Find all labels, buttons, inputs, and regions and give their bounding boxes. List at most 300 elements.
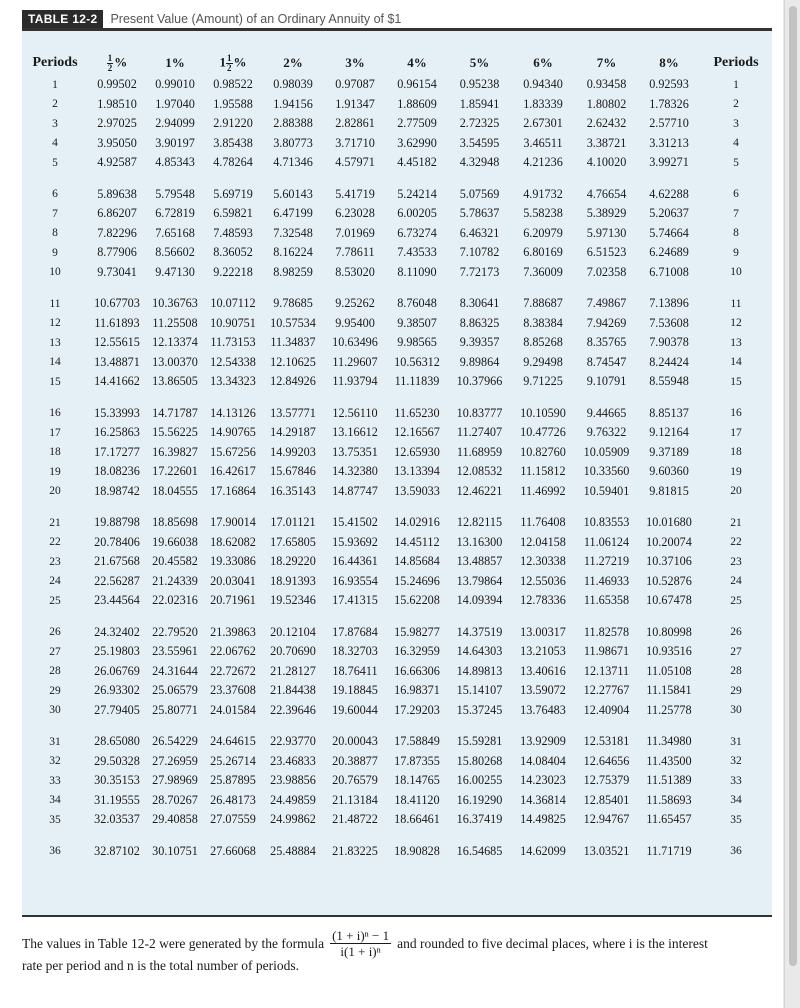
value-cell: 8.35765 [586, 335, 627, 350]
table-frame [22, 28, 772, 917]
period-cell-right: 29 [730, 684, 742, 697]
gap-cell [22, 830, 772, 842]
value-cell: 21.13184 [332, 792, 378, 807]
value-cell: 24.31644 [152, 663, 198, 678]
value-cell: 7.82296 [97, 225, 137, 240]
value-cell: 9.44665 [586, 405, 627, 420]
value-cell: 9.38507 [397, 315, 437, 330]
value-cell: 17.90014 [210, 515, 256, 530]
rate-header [386, 51, 448, 75]
table-row [22, 204, 772, 224]
value-cell: 22.56287 [94, 573, 140, 588]
table-row [22, 771, 772, 791]
value-cell: 8.86325 [459, 315, 500, 330]
value-cell: 8.56602 [155, 245, 195, 260]
value-cell: 12.46221 [456, 483, 503, 498]
value-cell: 8.53020 [335, 264, 375, 279]
value-cell: 18.04555 [152, 483, 198, 498]
value-cell: 6.73274 [397, 225, 437, 240]
value-cell: 12.75379 [583, 773, 630, 788]
period-cell-right: 16 [730, 407, 742, 420]
value-cell: 12.85401 [583, 792, 630, 807]
value-cell: 6.47199 [273, 206, 313, 221]
period-cell-right: 4 [733, 137, 739, 150]
value-cell: 18.62082 [210, 534, 256, 549]
value-cell: 17.41315 [332, 593, 378, 608]
period-cell-right: 23 [730, 555, 742, 568]
value-cell: 11.98671 [583, 644, 630, 659]
value-cell: 9.89864 [459, 354, 500, 369]
value-cell: 16.32959 [394, 644, 440, 659]
value-cell: 17.65805 [270, 534, 316, 549]
value-cell: 12.10625 [270, 354, 316, 369]
value-cell: 25.48884 [270, 843, 316, 858]
value-cell: 12.84926 [270, 374, 316, 389]
value-cell: 5.58238 [523, 206, 563, 221]
value-cell: 9.37189 [649, 444, 689, 459]
value-cell: 17.16864 [210, 483, 256, 498]
rate-header [204, 51, 262, 75]
value-cell: 14.36814 [520, 792, 566, 807]
period-cell-right: 28 [730, 665, 742, 678]
value-cell: 16.54685 [456, 843, 503, 858]
period-cell-right: 5 [733, 156, 739, 169]
value-cell: 24.64615 [210, 734, 256, 749]
value-cell: 10.67703 [94, 296, 140, 311]
value-cell: 9.71225 [523, 374, 563, 389]
table-row [22, 423, 772, 443]
table-row [22, 732, 772, 752]
value-cell: 18.91393 [270, 573, 316, 588]
value-cell: 16.44361 [332, 554, 378, 569]
value-cell: 17.29203 [394, 702, 440, 717]
value-cell: 32.03537 [94, 812, 140, 827]
table-caption [22, 10, 401, 28]
period-cell: 23 [49, 555, 61, 568]
table-row [22, 114, 772, 134]
value-cell: 10.83553 [583, 515, 630, 530]
value-cell: 9.22218 [213, 264, 253, 279]
value-cell: 4.21236 [523, 155, 563, 170]
value-cell: 6.59821 [213, 206, 253, 221]
table-row [22, 662, 772, 682]
value-cell: 10.07112 [210, 296, 256, 311]
value-cell: 3.80773 [273, 135, 313, 150]
value-cell: 4.45182 [397, 155, 437, 170]
value-cell: 13.59033 [394, 483, 440, 498]
formula [330, 928, 391, 959]
table-row [22, 623, 772, 643]
value-cell: 11.93794 [332, 374, 378, 389]
period-cell-right: 13 [730, 336, 742, 349]
value-cell: 3.71710 [335, 135, 375, 150]
value-cell: 5.89638 [97, 186, 137, 201]
value-cell: 12.54338 [210, 354, 256, 369]
gap-cell [22, 611, 772, 623]
value-cell: 16.42617 [210, 464, 256, 479]
value-cell: 11.71719 [646, 843, 692, 858]
value-cell: 11.15812 [520, 464, 566, 479]
rate-whole: 8 [659, 55, 666, 70]
value-cell: 5.07569 [459, 186, 500, 201]
value-cell: 29.40858 [152, 812, 198, 827]
period-cell: 35 [49, 813, 61, 826]
value-cell: 12.56110 [332, 405, 378, 420]
table-row [22, 462, 772, 482]
value-cell: 20.78406 [94, 534, 140, 549]
value-cell: 13.76483 [520, 702, 566, 717]
value-cell: 5.69719 [213, 186, 253, 201]
rate-header [324, 51, 386, 75]
percent-sign: % [171, 55, 185, 70]
percent-sign: % [233, 53, 247, 69]
value-cell: 8.85268 [523, 335, 563, 350]
value-cell: 0.96154 [397, 77, 437, 92]
value-cell: 10.05909 [583, 444, 630, 459]
value-cell: 17.17277 [94, 444, 140, 459]
period-cell: 10 [49, 266, 61, 279]
table-label: TABLE 12-2 [22, 10, 103, 28]
period-cell: 29 [49, 684, 61, 697]
value-cell: 11.25508 [152, 315, 198, 330]
value-cell: 14.02916 [394, 515, 440, 530]
table-row [22, 752, 772, 772]
period-cell: 2 [52, 98, 58, 111]
row-group-gap [22, 830, 772, 842]
rate-whole: 1 [219, 53, 226, 69]
percent-sign: % [289, 55, 303, 70]
value-cell: 18.98742 [94, 483, 140, 498]
value-cell: 16.93554 [332, 573, 378, 588]
value-cell: 11.58693 [646, 792, 692, 807]
value-cell: 28.65080 [94, 734, 140, 749]
period-cell-right: 36 [730, 845, 742, 858]
formula-numerator: (1 + i)ⁿ − 1 [332, 928, 390, 943]
value-cell: 13.00317 [520, 624, 566, 639]
period-cell-right: 33 [730, 774, 742, 787]
value-cell: 20.12104 [270, 624, 316, 639]
value-cell: 4.76654 [586, 186, 627, 201]
value-cell: 13.57771 [270, 405, 316, 420]
value-cell: 11.65457 [646, 812, 692, 827]
value-cell: 9.81815 [649, 483, 689, 498]
value-cell: 16.35143 [270, 483, 316, 498]
period-cell-right: 11 [730, 297, 742, 310]
period-cell-right: 9 [733, 246, 739, 259]
table-row [22, 153, 772, 173]
value-cell: 2.57710 [649, 116, 689, 131]
scrollbar-thumb[interactable] [789, 6, 797, 966]
value-cell: 25.06579 [152, 683, 198, 698]
table-row [22, 701, 772, 721]
value-cell: 26.54229 [152, 734, 198, 749]
value-cell: 26.93302 [94, 683, 140, 698]
value-cell: 13.79864 [456, 573, 503, 588]
value-cell: 1.98510 [97, 96, 137, 111]
value-cell: 11.51389 [646, 773, 692, 788]
rate-whole: 7 [596, 55, 604, 70]
value-cell: 10.63496 [332, 335, 378, 350]
value-cell: 5.24214 [397, 186, 437, 201]
value-cell: 7.01969 [335, 225, 375, 240]
value-cell: 10.57534 [270, 315, 316, 330]
value-cell: 30.10751 [152, 843, 198, 858]
value-cell: 2.91220 [213, 116, 253, 131]
value-cell: 11.82578 [583, 624, 630, 639]
value-cell: 25.80771 [152, 702, 198, 717]
value-cell: 8.55948 [649, 374, 689, 389]
value-cell: 12.04158 [520, 534, 566, 549]
value-cell: 14.08404 [520, 753, 566, 768]
row-group-gap [22, 282, 772, 294]
value-cell: 1.88609 [397, 96, 437, 111]
value-cell: 22.93770 [270, 734, 316, 749]
value-cell: 9.95400 [335, 315, 375, 330]
value-cell: 7.36009 [523, 264, 563, 279]
value-cell: 5.41719 [335, 186, 375, 201]
table-row [22, 134, 772, 154]
period-cell-right: 19 [730, 465, 742, 478]
value-cell: 10.33560 [583, 464, 630, 479]
value-cell: 7.48593 [213, 225, 253, 240]
value-cell: 21.48722 [332, 812, 378, 827]
value-cell: 18.66461 [394, 812, 440, 827]
value-cell: 4.92587 [97, 155, 137, 170]
percent-sign: % [476, 55, 490, 70]
value-cell: 14.23023 [520, 773, 566, 788]
value-cell: 7.53608 [649, 315, 689, 330]
value-cell: 4.78264 [213, 155, 253, 170]
value-cell: 14.62099 [520, 843, 566, 858]
value-cell: 13.16612 [332, 425, 378, 440]
rate-fraction [107, 54, 114, 73]
value-cell: 14.45112 [394, 534, 440, 549]
value-cell: 7.43533 [397, 245, 437, 260]
footnote-text-after: and rounded to five decimal places, where i is the interest [397, 936, 708, 951]
table-row [22, 333, 772, 353]
value-cell: 29.50328 [94, 753, 140, 768]
value-cell: 0.99502 [97, 77, 137, 92]
value-cell: 14.71787 [152, 405, 198, 420]
value-cell: 15.80268 [456, 753, 503, 768]
value-cell: 24.32402 [94, 624, 140, 639]
value-cell: 23.44564 [94, 593, 140, 608]
value-cell: 1.97040 [155, 96, 195, 111]
value-cell: 18.41120 [394, 792, 440, 807]
vertical-scrollbar[interactable] [784, 0, 800, 1008]
value-cell: 11.65358 [583, 593, 630, 608]
value-cell: 14.41662 [94, 374, 140, 389]
period-cell: 6 [52, 188, 58, 201]
value-cell: 10.52876 [646, 573, 692, 588]
value-cell: 0.92593 [649, 77, 689, 92]
period-cell-right: 10 [730, 266, 742, 279]
value-cell: 12.16567 [394, 425, 440, 440]
value-cell: 20.71961 [210, 593, 256, 608]
value-cell: 23.46833 [270, 753, 316, 768]
period-cell-right: 32 [730, 755, 742, 768]
value-cell: 9.76322 [586, 425, 627, 440]
value-cell: 0.98039 [273, 77, 313, 92]
value-cell: 10.83777 [456, 405, 503, 420]
value-cell: 20.03041 [210, 573, 256, 588]
footnote [22, 928, 782, 974]
value-cell: 27.26959 [152, 753, 198, 768]
table-row [22, 513, 772, 533]
value-cell: 6.51523 [586, 245, 627, 260]
value-cell: 19.60044 [332, 702, 378, 717]
value-cell: 8.85137 [649, 405, 689, 420]
value-cell: 9.39357 [459, 335, 500, 350]
period-cell: 5 [52, 156, 58, 169]
value-cell: 12.13711 [583, 663, 630, 678]
value-cell: 14.13126 [210, 405, 256, 420]
value-cell: 2.97025 [97, 116, 137, 131]
fraction-denominator: 2 [227, 62, 232, 73]
rate-whole: 6 [533, 55, 540, 70]
value-cell: 0.95238 [459, 77, 500, 92]
value-cell: 7.13896 [649, 296, 689, 311]
gap-cell [22, 173, 772, 185]
value-cell: 0.99010 [155, 77, 195, 92]
value-cell: 4.91732 [523, 186, 563, 201]
value-cell: 3.46511 [523, 135, 563, 150]
period-cell-right: 24 [730, 575, 742, 588]
value-cell: 31.19555 [94, 792, 140, 807]
value-cell: 7.02358 [586, 264, 627, 279]
value-cell: 7.90378 [649, 335, 689, 350]
value-cell: 18.85698 [152, 515, 198, 530]
value-cell: 13.59072 [520, 683, 566, 698]
value-cell: 3.54595 [459, 135, 500, 150]
gap-cell [22, 501, 772, 513]
value-cell: 9.47130 [155, 264, 195, 279]
value-cell: 13.48857 [456, 554, 503, 569]
rate-header [88, 51, 146, 75]
value-cell: 12.27767 [583, 683, 630, 698]
value-cell: 2.88388 [273, 116, 313, 131]
value-cell: 13.16300 [456, 534, 503, 549]
value-cell: 27.66068 [210, 843, 256, 858]
value-cell: 4.57971 [335, 155, 375, 170]
formula-denominator: i(1 + i)ⁿ [340, 944, 381, 959]
value-cell: 8.38384 [523, 315, 563, 330]
period-cell-right: 34 [730, 794, 742, 807]
value-cell: 16.37419 [456, 812, 503, 827]
period-cell-right: 3 [733, 117, 739, 130]
value-cell: 10.47726 [520, 425, 566, 440]
value-cell: 6.80169 [523, 245, 563, 260]
table-row [22, 353, 772, 373]
value-cell: 7.10782 [459, 245, 500, 260]
period-cell: 32 [49, 755, 61, 768]
value-cell: 11.11839 [394, 374, 440, 389]
value-cell: 2.77509 [397, 116, 437, 131]
value-cell: 12.13374 [152, 335, 198, 350]
period-cell: 15 [49, 375, 61, 388]
rate-whole: 1 [165, 55, 172, 70]
value-cell: 2.94099 [155, 116, 195, 131]
period-cell: 4 [52, 137, 58, 150]
period-cell-right: 18 [730, 446, 742, 459]
value-cell: 2.67301 [523, 116, 563, 131]
value-cell: 8.11090 [397, 264, 437, 279]
value-cell: 9.12164 [649, 425, 689, 440]
value-cell: 6.72819 [155, 206, 195, 221]
value-cell: 14.37519 [456, 624, 503, 639]
value-cell: 20.38877 [332, 753, 378, 768]
value-cell: 13.40616 [520, 663, 566, 678]
value-cell: 14.89813 [456, 663, 503, 678]
value-cell: 24.01584 [210, 702, 256, 717]
table-row [22, 810, 772, 830]
value-cell: 30.35153 [94, 773, 140, 788]
period-cell: 31 [49, 735, 61, 748]
period-cell: 9 [52, 246, 58, 259]
value-cell: 13.21053 [520, 644, 566, 659]
value-cell: 7.65168 [155, 225, 195, 240]
value-cell: 17.58849 [394, 734, 440, 749]
table-row [22, 552, 772, 572]
value-cell: 18.29220 [270, 554, 316, 569]
value-cell: 9.78685 [273, 296, 313, 311]
table-row [22, 224, 772, 244]
value-cell: 32.87102 [94, 843, 140, 858]
period-cell-right: 17 [730, 426, 742, 439]
value-cell: 5.78637 [459, 206, 500, 221]
value-cell: 2.82861 [335, 116, 375, 131]
value-cell: 11.43500 [646, 753, 692, 768]
value-cell: 11.15841 [646, 683, 692, 698]
value-cell: 10.37966 [456, 374, 503, 389]
period-cell-right: 30 [730, 704, 742, 717]
fraction-numerator: 1 [107, 52, 113, 63]
value-cell: 17.87355 [394, 753, 440, 768]
value-cell: 25.87895 [210, 773, 256, 788]
value-cell: 26.06769 [94, 663, 140, 678]
table-row [22, 572, 772, 592]
table-row [22, 482, 772, 502]
value-cell: 15.56225 [152, 425, 198, 440]
value-cell: 8.74547 [586, 354, 627, 369]
value-cell: 1.94156 [273, 96, 313, 111]
value-cell: 4.32948 [459, 155, 500, 170]
period-cell-right: 12 [730, 317, 742, 330]
value-cell: 10.80998 [646, 624, 692, 639]
value-cell: 11.06124 [583, 534, 630, 549]
value-cell: 20.70690 [270, 644, 316, 659]
value-cell: 11.61893 [94, 315, 140, 330]
row-group-gap [22, 173, 772, 185]
value-cell: 10.59401 [583, 483, 630, 498]
value-cell: 1.85941 [459, 96, 500, 111]
value-cell: 20.00043 [332, 734, 378, 749]
value-cell: 10.93516 [646, 644, 692, 659]
value-cell: 13.03521 [583, 843, 630, 858]
value-cell: 11.46933 [583, 573, 630, 588]
period-cell: 13 [49, 336, 61, 349]
value-cell: 5.79548 [155, 186, 195, 201]
value-cell: 11.34837 [270, 335, 316, 350]
value-cell: 14.32380 [332, 464, 378, 479]
value-cell: 3.95050 [97, 135, 137, 150]
value-cell: 10.36763 [152, 296, 198, 311]
footnote-text-line2: rate per period and n is the total number of periods. [22, 958, 300, 973]
period-cell: 16 [49, 407, 61, 420]
value-cell: 14.99203 [270, 444, 316, 459]
period-cell-right: 20 [730, 485, 742, 498]
period-cell: 22 [49, 536, 61, 549]
